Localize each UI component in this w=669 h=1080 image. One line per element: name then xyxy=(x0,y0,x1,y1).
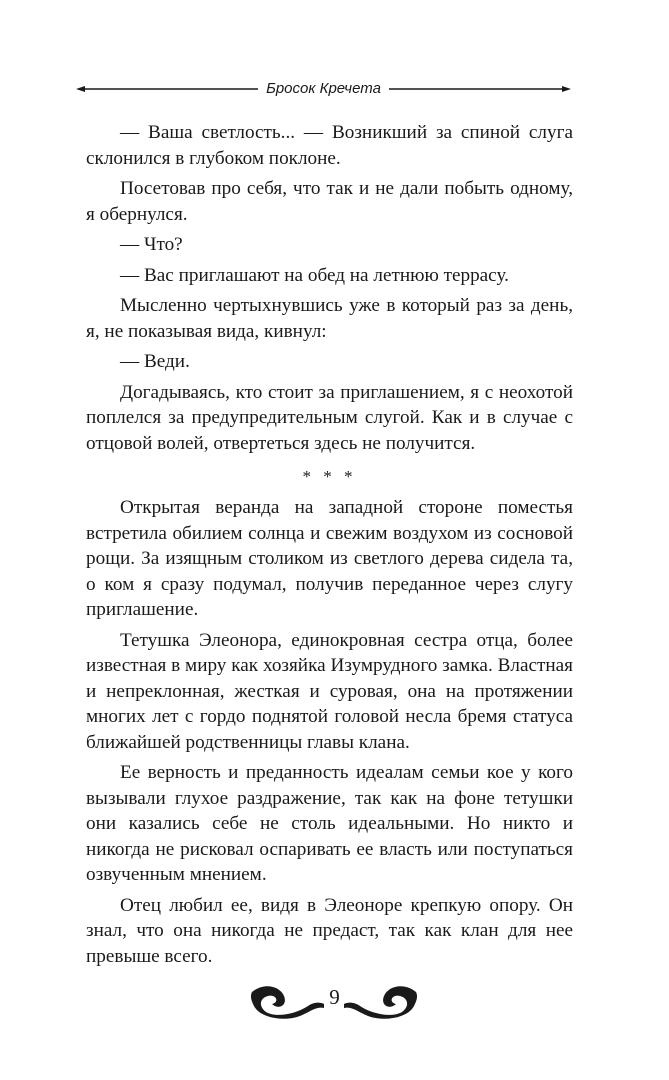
running-title xyxy=(76,79,571,99)
paragraph: Ее верность и преданность идеалам семьи кое у кого вызывали глухое раздражение, так как на фоне тетушки они казались себе не столь идеальными. Но никто и никогда не рисковал оспаривать ее власть или поступаться озвученным мнением. xyxy=(86,762,573,885)
paragraph: Открытая веранда на западной стороне поместья встретила обилием солнца и свежим воздухом из сосновой рощи. За изящным столиком из светлого дерева сидела та, о ком я сразу подумал, получив переданное через слугу приглашение. xyxy=(86,497,573,620)
paragraph: — Что? xyxy=(120,234,183,255)
running-head xyxy=(76,79,571,99)
right-ornament-icon xyxy=(342,980,418,1020)
section-two-text xyxy=(86,495,573,974)
paragraph: Тетушка Элеонора, единокровная сестра отца, более известная в миру как хозяйка Изумрудного замка. Властная и непреклонная, жесткая и суровая, она на протяжении многих лет с гордо поднятой головой несла бремя статуса ближайшей родственницы главы клана. xyxy=(86,629,573,753)
page-number: 9 xyxy=(329,985,340,1009)
running-title-text: Бросок Кречета xyxy=(258,80,389,97)
paragraph: Догадываясь, кто стоит за приглашением, я с неохотой поплелся за предупредительным слугой. Как и в случае с отцовой волей, отвертеться здесь не получится. xyxy=(86,381,573,454)
paragraph: Посетовав про себя, что так и не дали побыть одному, я обернулся. xyxy=(86,178,573,225)
section-one-text xyxy=(86,120,573,461)
paragraph: — Ваша светлость... — Возникший за спиной слуга склонился в глубоком поклоне. xyxy=(86,122,573,169)
page-footer xyxy=(0,980,669,1020)
paragraph: — Вас приглашают на обед на летнюю террасу. xyxy=(120,264,509,286)
section-divider: * * * xyxy=(302,467,357,486)
paragraph: Отец любил ее, видя в Элеоноре крепкую опору. Он знал, что она никогда не предаст, так как клан для нее превыше всего. xyxy=(86,894,573,967)
paragraph: — Веди. xyxy=(120,351,190,372)
paragraph: Мысленно чертыхнувшись уже в который раз за день, я, не показывая вида, кивнул: xyxy=(86,295,573,342)
